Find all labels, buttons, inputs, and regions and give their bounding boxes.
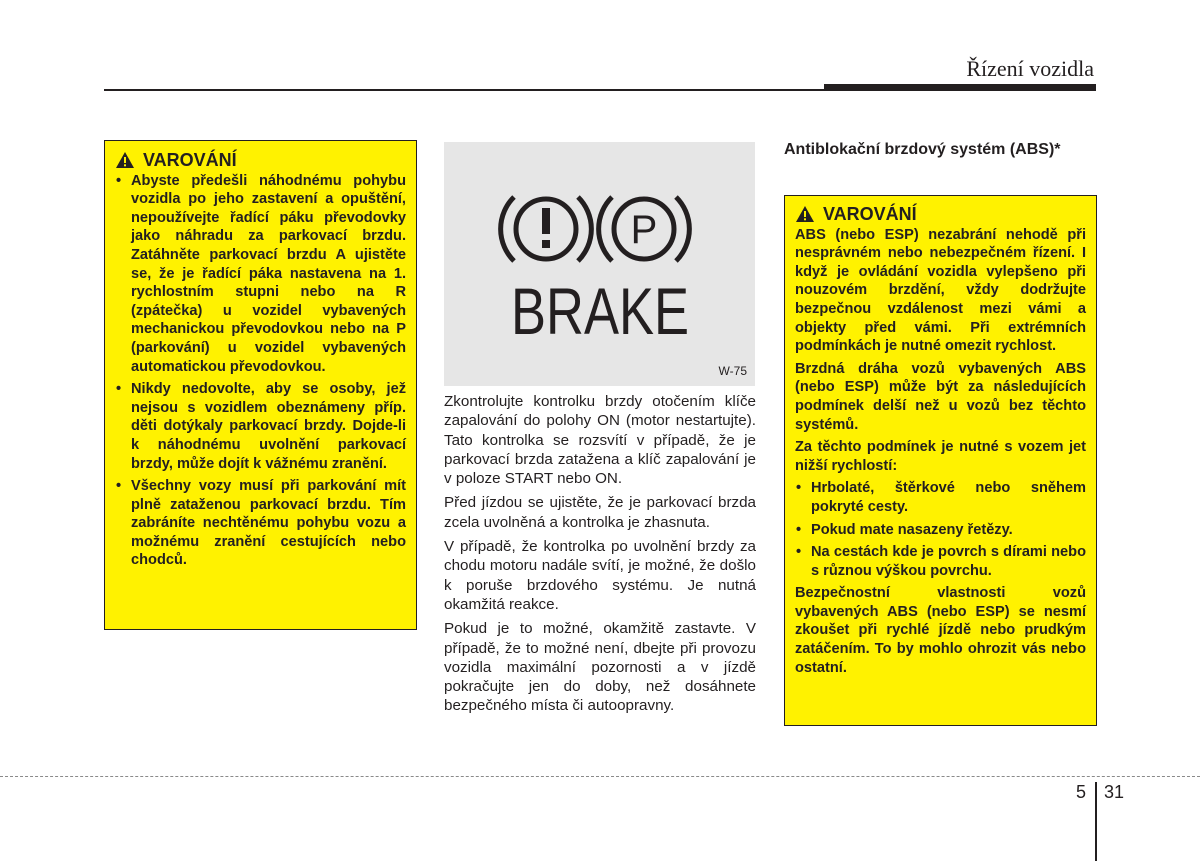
condition-item: • Na cestách kde je povrch s dírami nebo s různou výškou povrchu. — [795, 543, 1086, 580]
warning-paragraph: Brzdná dráha vozů vybavených ABS (nebo ESP) může být za následujících podmínek delší než u vozů bez těchto systémů. — [795, 360, 1086, 433]
warning-heading — [795, 205, 1086, 224]
warning-paragraph: Bezpečnostní vlastnosti vozů vybavených ABS (nebo ESP) se nesmí zkoušet při rychlé jízdě nebo prudkým zatáčením. To by mohlo ohrozit vás nebo ostatní. — [795, 585, 1086, 676]
footer-divider — [0, 776, 1200, 777]
condition-list — [795, 479, 1086, 580]
brake-warning-light-figure — [444, 142, 755, 386]
warning-item: • Všechny vozy musí při parkování mít plně zataženou parkovací brzdu. Tím zabráníte nechtěnému pohybu vozu a možnému zranění cestujících nebo chodců. — [115, 477, 406, 570]
page-number: 31 — [1104, 782, 1125, 802]
warning-title: VAROVÁNÍ — [143, 150, 237, 170]
condition-item: • Pokud mate nasazeny řetězy. — [795, 521, 1086, 540]
paragraph: Před jízdou se ujistěte, že je parkovací brzda zcela uvolněná a kontrolka je zhasnuta. — [444, 494, 756, 531]
warning-item: • Abyste předešli náhodnému pohybu vozidla po jeho zastavení a opuštění, nepoužívejte řadící páku převodovky jako náhradu za parkovací brzdu. Zatáhněte parkovací brzdu A ujistěte se, že je řadící páka nastavena na 1. rychlostním stupni nebo na R (zpátečka) u vozidel vybavených mechanickou převodovkou nebo na P (parkování) u vozidel vybavených automatickou převodovkou. — [115, 172, 406, 377]
warning-triangle-icon — [115, 151, 135, 169]
warning-title: VAROVÁNÍ — [823, 204, 917, 224]
header-rule-accent — [824, 84, 1096, 90]
chapter-number: 5 — [1076, 782, 1087, 802]
paragraph: Zkontrolujte kontrolku brzdy otočením klíče zapalování do polohy ON (motor nestartujte). Tato kontrolka se rozsvítí v případě, že je parkovací brzda zatažena a klíč zapalování je v poloze START nebo ON. — [444, 393, 756, 488]
paragraph: V případě, že kontrolka po uvolnění brzdy za chodu motoru nadále svítí, je možné, že došlo k poruše brzdového systému. Je nutná okamžitá reakce. — [444, 538, 756, 613]
warning-paragraph: Za těchto podmínek je nutné s vozem jet nižší rychlostí: — [795, 439, 1086, 474]
warning-box-abs — [784, 195, 1097, 726]
figure-code: W-75 — [718, 364, 747, 378]
brake-warning-symbols — [444, 142, 755, 386]
brake-label: BRAKE — [511, 274, 689, 348]
warning-box-parking-brake — [104, 140, 417, 630]
warning-list — [115, 172, 406, 570]
warning-triangle-icon — [795, 205, 815, 223]
page-number-separator — [1095, 782, 1097, 861]
warning-heading — [115, 151, 406, 170]
page-header-title: Řízení vozidla — [966, 56, 1094, 81]
paragraph: Pokud je to možné, okamžitě zastavte. V případě, že to možné není, dbejte při provozu vozidla maximální pozornosti a v jízdě pokračujte jen do doby, než dosáhnete bezpečného místa či autoopravny. — [444, 620, 756, 715]
condition-item: • Hrbolaté, štěrkové nebo sněhem pokryté cesty. — [795, 479, 1086, 516]
svg-text:P: P — [630, 208, 658, 252]
warning-item: • Nikdy nedovolte, aby se osoby, jež nejsou s vozidlem obeznámeny příp. děti dotýkaly parkovací brzdy. Dojde-li k náhodnému uvolnění parkovací brzdy, může dojít k vážnému zranění. — [115, 380, 406, 473]
brake-light-instructions — [444, 392, 756, 721]
section-heading-abs: Antiblokační brzdový systém (ABS)* — [784, 141, 1061, 158]
warning-paragraph: ABS (nebo ESP) nezabrání nehodě při nesprávném nebo nebezpečném řízení. I když je ovládání vozidla vylepšeno při nouzovém brzdění, vždy dodržujte bezpečnou vzdálenost mezi vámi a objekty před vámi. Při extrémních podmínkách je nutné omezit rychlost. — [795, 226, 1086, 355]
